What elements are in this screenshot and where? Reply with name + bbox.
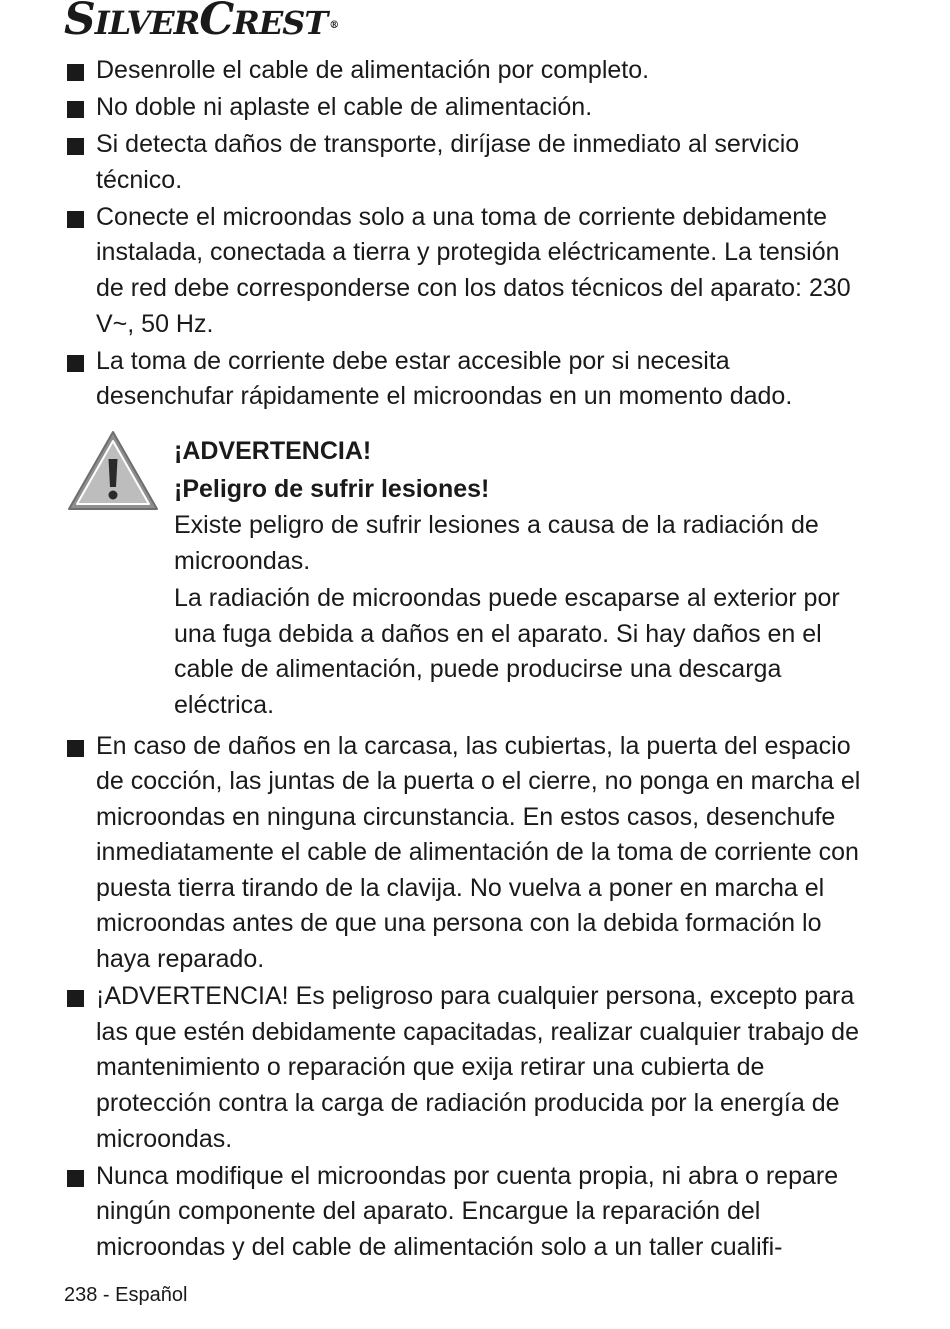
list-item-text: Si detecta daños de transporte, diríjase de inmediato al servicio técnico. [96,130,800,194]
square-bullet-icon [67,990,84,1007]
warning-paragraph: Existe peligro de sufrir lesiones a causa de la radiación de microondas. [174,510,819,575]
list-item [64,1159,864,1266]
square-bullet-icon [67,740,84,757]
square-bullet-icon [67,64,84,81]
square-bullet-icon [67,211,84,228]
brand-logo: SILVERCREST ® [64,0,339,45]
list-item-text: Conecte el microondas solo a una toma de corriente debidamente instalada, conectada a tierra y protegida eléctricamente. La tensión de red debe corresponderse con los datos técnicos del aparato: 230 V~, 50 Hz. [96,202,851,338]
list-item-text: ¡ADVERTENCIA! Es peligroso para cualquier persona, excepto para las que estén debidamente capacitadas, realizar cualquier trabajo de mantenimiento o reparación que exija retirar una cubierta de protección contra la carga de radiación producida por la energía de microondas. [96,982,859,1153]
warning-title: ¡ADVERTENCIA! [174,436,372,465]
list-item [64,979,864,1157]
page-footer: 238 - Español [64,1284,188,1306]
warning-triangle-icon [66,429,160,513]
warning-subtitle: ¡Peligro de sufrir lesiones! [174,474,490,503]
list-item-text: No doble ni aplaste el cable de alimentación. [96,93,593,122]
warning-paragraph: La radiación de microondas puede escaparse al exterior por una fuga debida a daños en el aparato. Si hay daños en el cable de alimentación, puede producirse una descarga eléctrica. [174,584,840,719]
warning-block [64,432,864,724]
list-item-text: Nunca modifique el microondas por cuenta propia, ni abra o repare ningún componente del aparato. Encargue la reparación del microondas y del cable de alimentación solo a un taller cualifi- [96,1161,839,1261]
page-content [64,53,864,1267]
list-item [64,90,864,126]
list-item [64,200,864,342]
list-item [64,729,864,978]
list-item-text: La toma de corriente debe estar accesible por si necesita desenchufar rápidamente el microondas en un momento dado. [96,346,793,411]
list-item [64,127,864,198]
list-item [64,344,864,415]
list-item-text: Desenrolle el cable de alimentación por completo. [96,56,650,84]
square-bullet-icon [67,138,84,155]
list-item-text: En caso de daños en la carcasa, las cubiertas, la puerta del espacio de cocción, las juntas de la puerta o el cierre, no ponga en marcha el microondas en ninguna circunstancia. En estos casos, desenchufe inmediatamente el cable de alimentación de la toma de corriente con puesta tierra tirando de la clavija. No vuelva a poner en marcha el microondas antes de que una persona con la debida formación lo haya reparado. [96,731,861,974]
square-bullet-icon [67,355,84,372]
list-item [64,53,864,89]
square-bullet-icon [67,101,84,118]
square-bullet-icon [67,1170,84,1187]
